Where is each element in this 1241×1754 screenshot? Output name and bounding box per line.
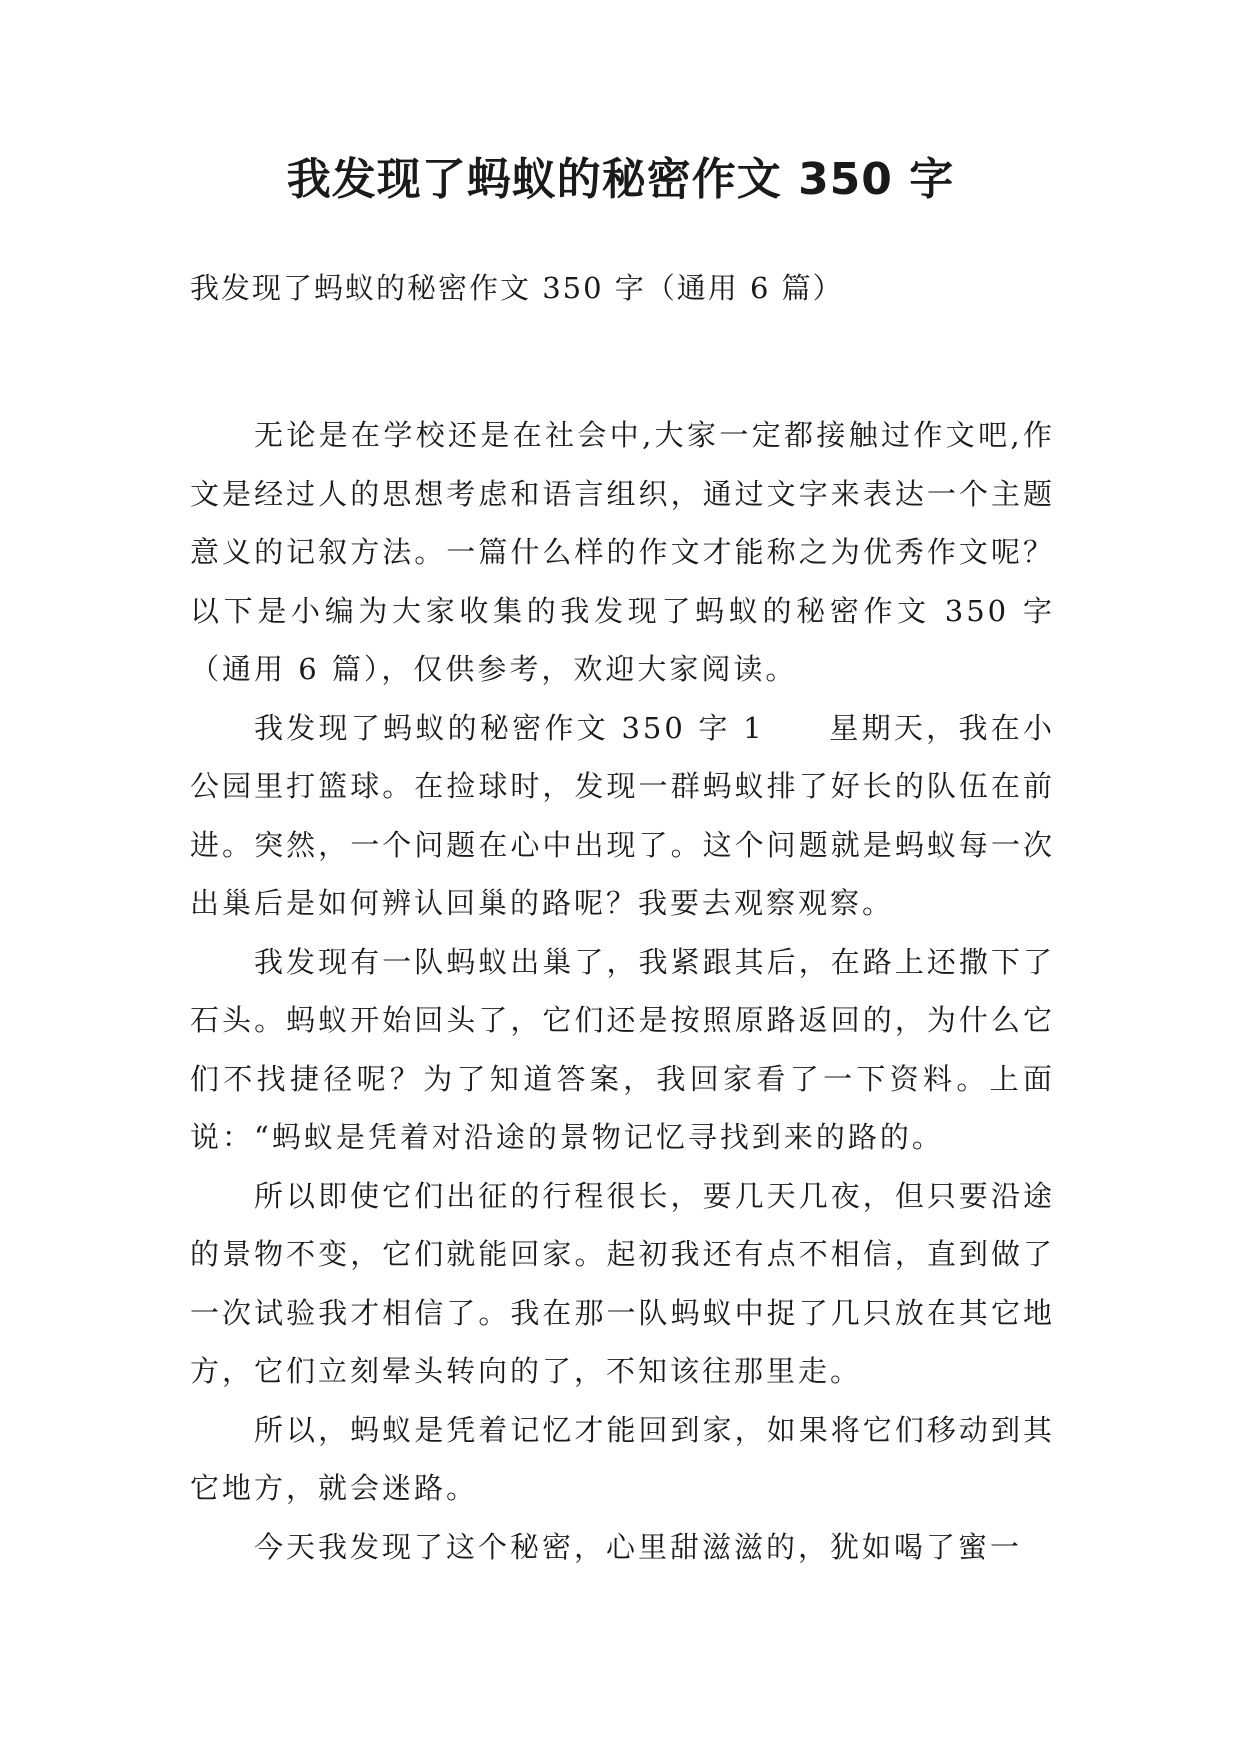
paragraph-ending: 今天我发现了这个秘密，心里甜滋滋的，犹如喝了蜜一 xyxy=(254,1529,1023,1564)
document-body xyxy=(190,406,1055,1576)
paragraph-observation: 我发现有一队蚂蚁出巢了，我紧跟其后，在路上还撒下了石头。蚂蚁开始回头了，它们还是按照原路返回的，为什么它们不找捷径呢？为了知道答案，我回家看了一下资料。上面说：“蚂蚁是凭着对沿途的景物记忆寻找到来的路的。 xyxy=(190,944,1055,1154)
paragraph-essay-start: 我发现了蚂蚁的秘密作文 350 字 1 星期天，我在小公园里打篮球。在捡球时，发现一群蚂蚁排了好长的队伍在前进。突然，一个问题在心中出现了。这个问题就是蚂蚁每一次出巢后是如何辨认回巢的路呢？我要去观察观察。 xyxy=(190,710,1055,920)
paragraph-conclusion: 所以，蚂蚁是凭着记忆才能回到家，如果将它们移动到其它地方，就会迷路。 xyxy=(190,1412,1055,1505)
paragraph-intro: 无论是在学校还是在社会中,大家一定都接触过作文吧,作文是经过人的思想考虑和语言组织，通过文字来表达一个主题意义的记叙方法。一篇什么样的作文才能称之为优秀作文呢？以下是小编为大家收集的我发现了蚂蚁的秘密作文 350 字（通用 6 篇），仅供参考，欢迎大家阅读。 xyxy=(190,418,1055,686)
paragraph-experiment: 所以即使它们出征的行程很长，要几天几夜，但只要沿途的景物不变，它们就能回家。起初我还有点不相信，直到做了一次试验我才相信了。我在那一队蚂蚁中捉了几只放在其它地方，它们立刻晕头转向的了，不知该往那里走。 xyxy=(190,1178,1055,1388)
document-title: 我发现了蚂蚁的秘密作文 350 字 xyxy=(286,154,955,205)
document-subtitle: 我发现了蚂蚁的秘密作文 350 字（通用 6 篇） xyxy=(190,271,844,305)
